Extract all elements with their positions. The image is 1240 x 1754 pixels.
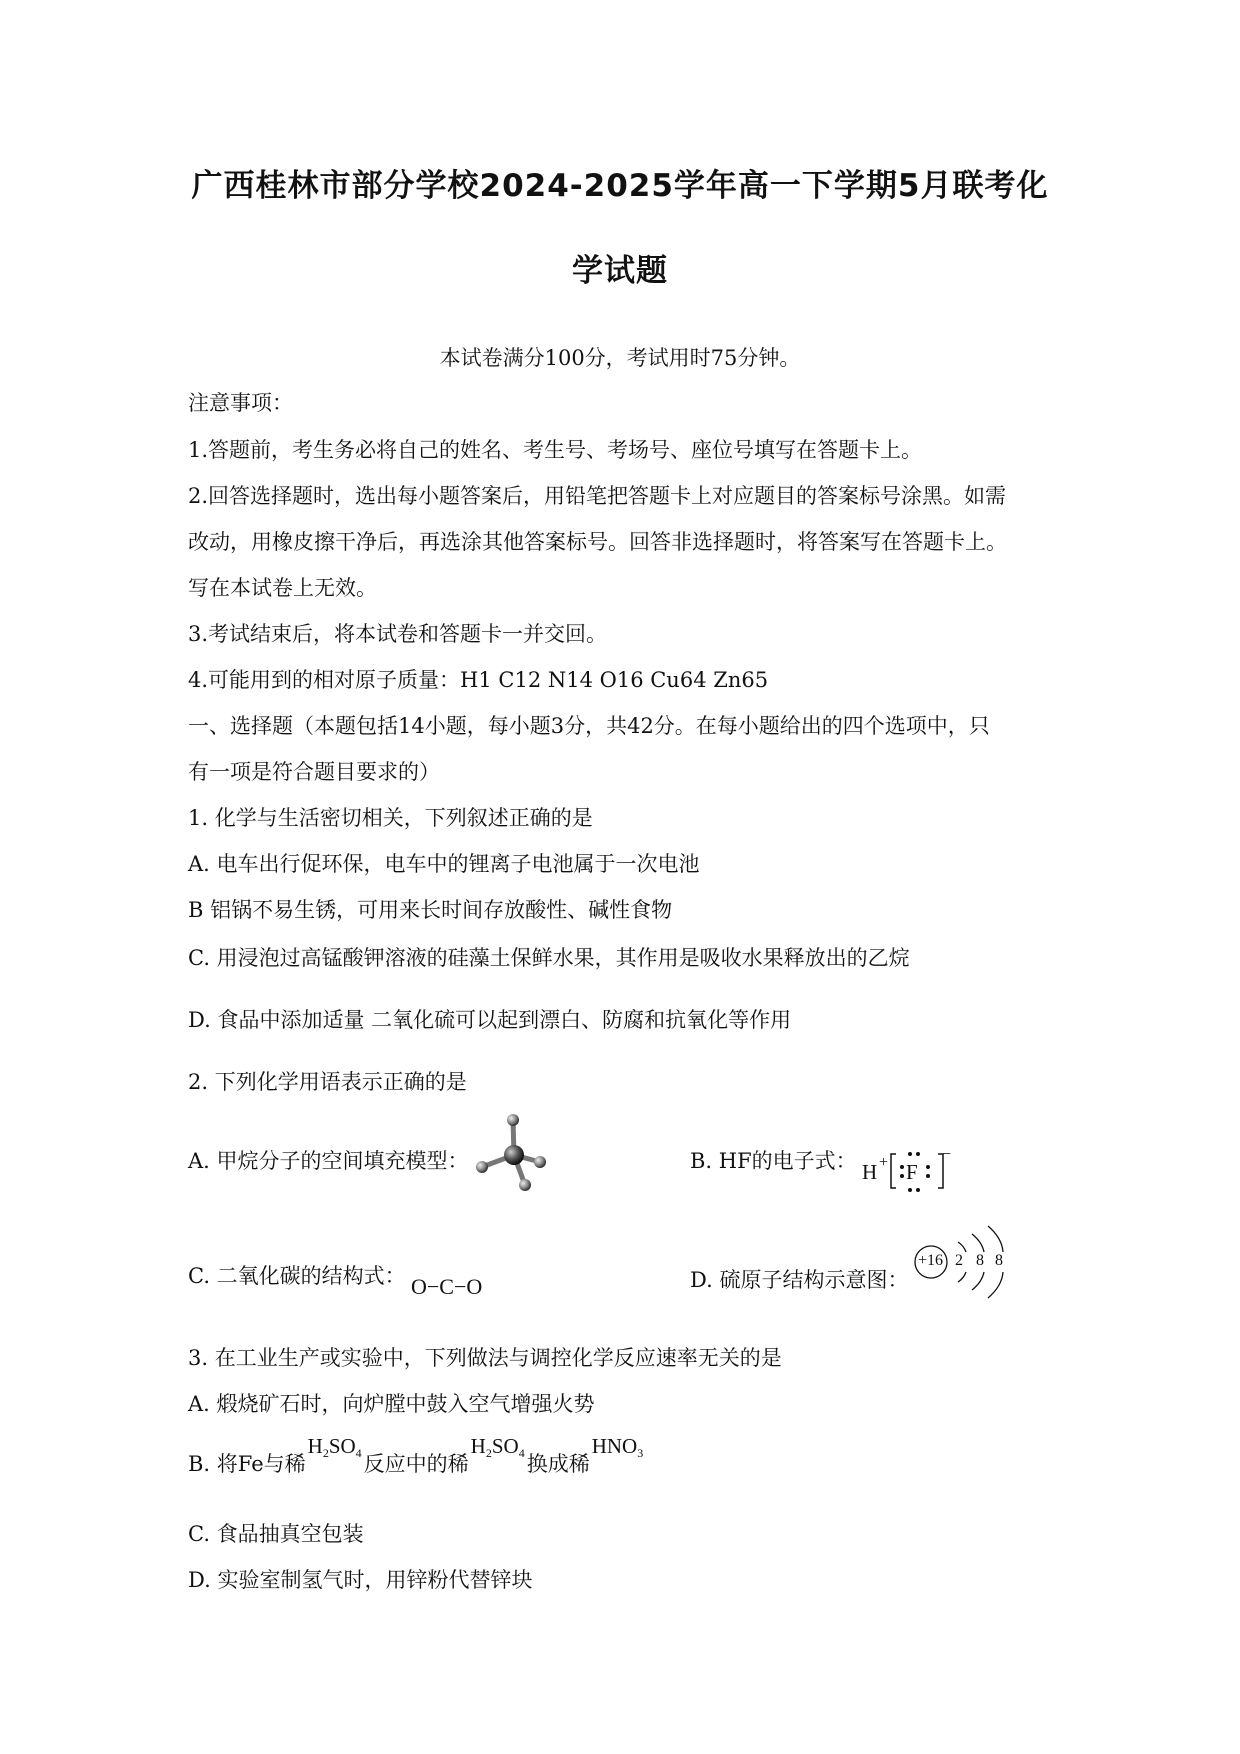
- question-1-stem: 1. 化学与生活密切相关，下列叙述正确的是: [188, 806, 593, 830]
- fluorine-symbol: F: [906, 1160, 918, 1184]
- notice-item: 4.可能用到的相对原子质量：H1 C12 N14 O16 Cu64 Zn65: [188, 668, 769, 692]
- question-2-option-c: C. 二氧化碳的结构式：: [188, 1264, 406, 1288]
- question-1-option-c: C. 用浸泡过高锰酸钾溶液的硅藻土保鲜水果，其作用是吸收水果释放出的乙烷: [188, 946, 910, 970]
- formula-subscript: 2: [322, 1446, 329, 1460]
- shell-1-electrons: 2: [955, 1252, 963, 1269]
- shell-3-electrons: 8: [995, 1252, 1003, 1269]
- page-title: 广西桂林市部分学校2024-2025学年高一下学期5月联考化: [191, 168, 1049, 204]
- hydrogen-symbol: H: [862, 1160, 878, 1184]
- notice-item: 2.回答选择题时，选出每小题答案后，用铅笔把答题卡上对应题目的答案标号涂黑。如需: [188, 484, 1007, 508]
- question-3-option-b: [188, 1434, 645, 1485]
- h2so4-formula: [308, 1434, 362, 1458]
- question-3-stem: 3. 在工业生产或实验中，下列做法与调控化学反应速率无关的是: [188, 1346, 782, 1370]
- formula-subscript: 3: [637, 1446, 644, 1460]
- nucleus-charge: +16: [918, 1252, 944, 1269]
- question-1-option-a: A. 电车出行促环保，电车中的锂离子电池属于一次电池: [188, 852, 700, 876]
- page-title-line2: 学试题: [572, 253, 668, 289]
- notice-item: 改动，用橡皮擦干净后，再选涂其他答案标号。回答非选择题时，将答案写在答题卡上。: [188, 530, 1007, 554]
- notice-item: 写在本试卷上无效。: [188, 576, 377, 600]
- hno3-formula: [592, 1434, 644, 1458]
- formula-text: SO: [328, 1434, 356, 1458]
- formula-subscript: 4: [355, 1446, 362, 1460]
- option-b-prefix: B. 将Fe与稀: [188, 1452, 306, 1476]
- exam-subtitle: 本试卷满分100分，考试用时75分钟。: [439, 346, 801, 370]
- formula-text: H: [470, 1434, 486, 1458]
- formula-text: SO: [491, 1434, 519, 1458]
- question-3-option-c: C. 食品抽真空包装: [188, 1522, 364, 1546]
- formula-subscript: 4: [518, 1446, 525, 1460]
- question-1-option-d: D. 食品中添加适量 二氧化硫可以起到漂白、防腐和抗氧化等作用: [188, 1008, 792, 1032]
- question-2-option-a: A. 甲烷分子的空间填充模型：: [188, 1149, 469, 1173]
- section-heading-line2: 有一项是符合题目要求的）: [188, 760, 440, 784]
- h2so4-formula: [471, 1434, 525, 1458]
- notice-heading: 注意事项：: [188, 391, 293, 415]
- lewis-bracket-dots: [888, 1148, 948, 1194]
- option-b-mid: 反应中的稀: [363, 1452, 469, 1476]
- sulfur-atom-structure-diagram: [912, 1224, 1012, 1300]
- plus-charge: +: [879, 1154, 889, 1171]
- question-2-stem: 2. 下列化学用语表示正确的是: [188, 1070, 467, 1094]
- question-2-option-b: B. HF的电子式：: [690, 1149, 857, 1173]
- question-2-option-d: D. 硫原子结构示意图：: [690, 1268, 909, 1292]
- formula-subscript: 2: [485, 1446, 492, 1460]
- hf-electron-formula: [862, 1148, 957, 1196]
- formula-text: HNO: [591, 1434, 638, 1458]
- formula-text: H: [307, 1434, 323, 1458]
- option-b-suffix: 换成稀: [526, 1452, 590, 1476]
- question-1-option-b: B 铝锅不易生锈，可用来长时间存放酸性、碱性食物: [188, 898, 673, 922]
- minus-charge: −: [942, 1146, 952, 1163]
- question-3-option-a: A. 煅烧矿石时，向炉膛中鼓入空气增强火势: [188, 1392, 595, 1416]
- notice-item: 3.考试结束后，将本试卷和答题卡一并交回。: [188, 622, 608, 646]
- notice-item: 1.答题前，考生务必将自己的姓名、考生号、考场号、座位号填写在答题卡上。: [188, 438, 923, 462]
- question-3-option-d: D. 实验室制氢气时，用锌粉代替锌块: [188, 1568, 533, 1592]
- co2-structural-formula: O−C−O: [411, 1274, 483, 1299]
- methane-ball-and-stick-model: [470, 1110, 550, 1200]
- section-heading: 一、选择题（本题包括14小题，每小题3分，共42分。在每小题给出的四个选项中，只: [188, 714, 990, 738]
- shell-2-electrons: 8: [976, 1252, 984, 1269]
